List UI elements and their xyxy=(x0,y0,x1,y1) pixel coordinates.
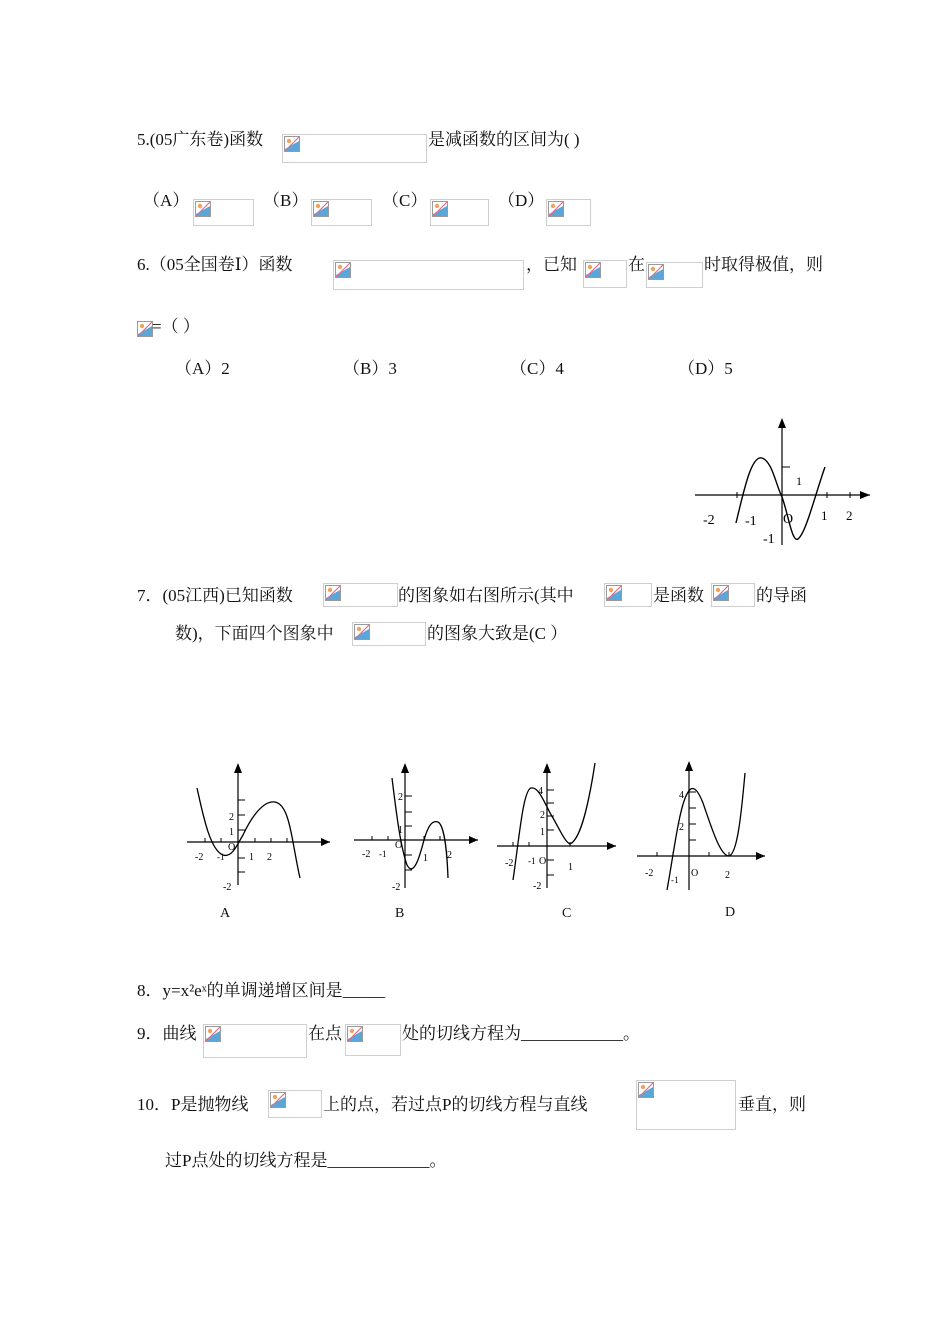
q10-line-image xyxy=(636,1080,736,1130)
q5-choice-c-image xyxy=(430,199,489,226)
q5-formula-image xyxy=(282,134,427,163)
graph-d xyxy=(635,758,770,893)
q7-target-image xyxy=(352,622,426,646)
graph-a-tick-origin: O xyxy=(228,842,236,853)
top-graph-label-neg1: -1 xyxy=(745,514,757,529)
graph-d-tick-xneg2: -2 xyxy=(645,868,654,879)
q7-function-image xyxy=(323,583,398,607)
broken-image-icon xyxy=(606,585,622,601)
graph-b-tick-y2: 2 xyxy=(398,792,403,803)
broken-image-icon xyxy=(325,585,341,601)
q6-given-image xyxy=(583,260,627,288)
graph-a-tick-xneg1: -1 xyxy=(217,852,225,862)
graph-c-caption: C xyxy=(562,906,572,921)
graph-a-tick-y2: 2 xyxy=(229,812,234,823)
graph-a-tick-yneg2: -2 xyxy=(223,882,232,890)
graph-a-tick-x2: 2 xyxy=(267,852,272,863)
q6-mid2: 在 xyxy=(628,255,645,274)
q5-choice-a-image xyxy=(193,199,254,226)
broken-image-icon xyxy=(313,201,329,217)
q5-choice-d: （D） xyxy=(498,191,545,210)
q7-function2-image xyxy=(711,583,755,607)
q7-line2-prefix: 数)，下面四个图象中 xyxy=(175,624,334,643)
q5-choice-b: （B） xyxy=(263,191,309,210)
q5-prefix: 5.(05广东卷)函数 xyxy=(137,130,264,149)
graph-a-tick-x1: 1 xyxy=(249,852,254,863)
q6-suffix: 时取得极值，则 xyxy=(704,255,823,274)
graph-a xyxy=(185,760,335,890)
graph-c xyxy=(495,760,620,890)
q9-suffix: 处的切线方程为____________。 xyxy=(402,1024,640,1043)
broken-image-icon xyxy=(205,1026,221,1042)
q10-mid: 上的点，若过点P的切线方程与直线 xyxy=(323,1095,588,1114)
q8-text: 8．y=x²eˣ的单调递增区间是_____ xyxy=(137,981,386,1000)
q6-choice-b: （B）3 xyxy=(343,359,397,378)
q6-choice-d: （D）5 xyxy=(678,359,733,378)
graph-a-tick-xneg2: -2 xyxy=(195,852,204,863)
broken-image-icon xyxy=(347,1026,363,1042)
q10-parabola-image xyxy=(268,1090,322,1118)
top-graph-label-origin: O xyxy=(783,512,794,527)
q5-choice-b-image xyxy=(311,199,372,226)
q9-mid: 在点 xyxy=(308,1024,342,1043)
q6-prefix: 6.（05全国卷Ⅰ）函数 xyxy=(137,255,293,274)
graph-c-tick-xneg1: -1 xyxy=(528,856,536,866)
q5-choice-c: （C） xyxy=(382,191,428,210)
graph-c-tick-yneg2: -2 xyxy=(533,881,542,890)
broken-image-icon xyxy=(335,262,351,278)
graph-d-tick-origin: O xyxy=(691,868,699,879)
q9-point-image xyxy=(345,1024,401,1056)
graph-b-caption: B xyxy=(395,906,405,921)
graph-a-tick-y1: 1 xyxy=(229,827,234,838)
q5-choice-a: （A） xyxy=(143,191,190,210)
graph-c-tick-y2: 2 xyxy=(540,810,545,821)
graph-d-tick-y4: 4 xyxy=(679,790,684,801)
graph-c-tick-y1: 1 xyxy=(540,827,545,838)
broken-image-icon xyxy=(648,264,664,280)
q6-mid1: ，已知 xyxy=(526,255,577,274)
q10-suffix: 垂直，则 xyxy=(738,1095,806,1114)
q10-prefix: 10．P是抛物线 xyxy=(137,1095,249,1114)
graph-b-tick-yneg2: -2 xyxy=(392,882,401,890)
q6-function-image xyxy=(333,260,524,290)
q7-line1-suffix: 的导函 xyxy=(756,586,807,605)
graph-c-tick-y4: 4 xyxy=(538,786,543,797)
graph-b xyxy=(352,760,482,890)
top-graph-label-2: 2 xyxy=(846,508,853,523)
broken-image-icon xyxy=(432,201,448,217)
top-graph-label-1: 1 xyxy=(821,508,828,523)
graph-b-tick-x2: 2 xyxy=(447,850,452,861)
broken-image-icon xyxy=(195,201,211,217)
top-graph-label-y1: 1 xyxy=(796,474,802,488)
q7-line1-prefix: 7．(05江西)已知函数 xyxy=(137,586,293,605)
q9-curve-image xyxy=(203,1024,307,1058)
graph-c-tick-x1: 1 xyxy=(568,862,573,873)
graph-a-caption: A xyxy=(220,906,231,921)
graph-b-tick-x1: 1 xyxy=(423,853,428,864)
q6-choice-a: （A）2 xyxy=(175,359,230,378)
q6-variable-image xyxy=(136,320,152,338)
graph-d-tick-xneg1: -1 xyxy=(671,875,679,885)
q6-choice-c: （C）4 xyxy=(510,359,564,378)
broken-image-icon xyxy=(638,1082,654,1098)
q10-line2: 过P点处的切线方程是____________。 xyxy=(165,1151,447,1170)
q5-suffix: 是减函数的区间为( ) xyxy=(428,130,580,149)
q5-choice-d-image xyxy=(546,199,591,226)
broken-image-icon xyxy=(137,321,153,337)
q7-line1-mid1: 的图象如右图所示(其中 xyxy=(398,586,574,605)
q6-point-image xyxy=(646,262,703,288)
derivative-graph xyxy=(690,415,875,550)
broken-image-icon xyxy=(270,1092,286,1108)
graph-b-tick-xneg2: -2 xyxy=(362,849,371,860)
top-graph-label-yneg1: -1 xyxy=(763,532,775,547)
top-graph-label-neg2: -2 xyxy=(703,513,715,528)
graph-b-tick-xneg1: -1 xyxy=(379,849,387,859)
q7-line1-mid2: 是函数 xyxy=(653,586,704,605)
broken-image-icon xyxy=(354,624,370,640)
graph-c-tick-origin: O xyxy=(539,856,547,867)
broken-image-icon xyxy=(284,136,300,152)
graph-d-tick-y2: 2 xyxy=(679,822,684,833)
broken-image-icon xyxy=(713,585,729,601)
graph-b-tick-y1: 1 xyxy=(398,825,403,836)
graph-d-tick-x2: 2 xyxy=(725,870,730,881)
graph-c-tick-xneg2: -2 xyxy=(505,858,514,869)
graph-b-tick-origin: O xyxy=(395,840,403,851)
q6-line2: =（ ） xyxy=(152,317,200,336)
q7-line2-suffix: 的图象大致是(C ） xyxy=(427,624,568,643)
q7-derivative-image xyxy=(604,583,652,607)
graph-d-caption: D xyxy=(725,905,736,920)
broken-image-icon xyxy=(548,201,564,217)
q9-prefix: 9．曲线 xyxy=(137,1024,197,1043)
broken-image-icon xyxy=(585,262,601,278)
